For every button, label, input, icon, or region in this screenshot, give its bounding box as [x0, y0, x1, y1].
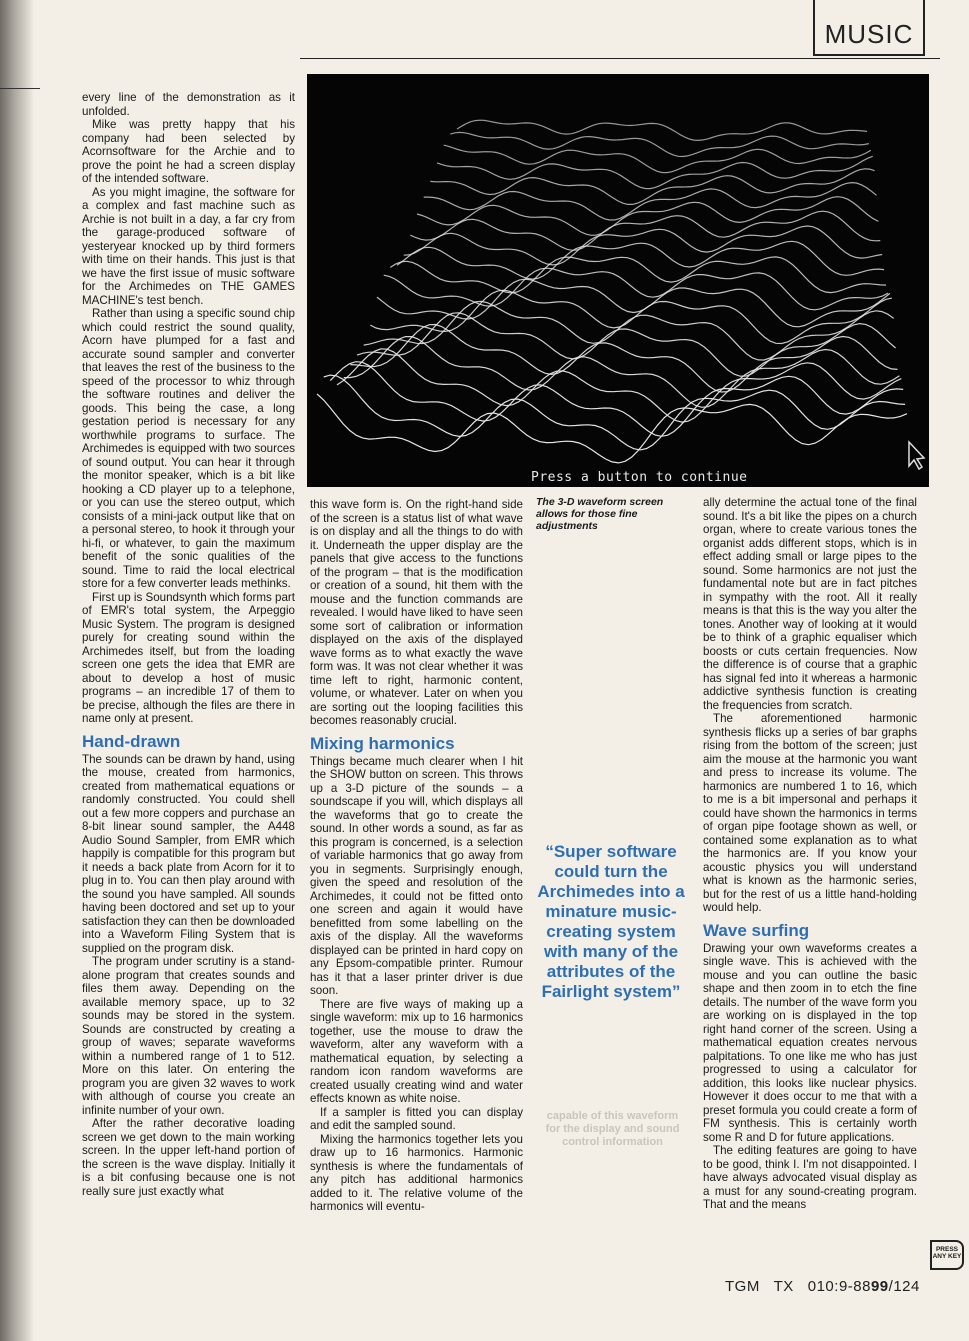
page-binding-shadow — [0, 0, 34, 1341]
paragraph: Drawing your own waveforms creates a single wave. This is achieved with the mouse and you can outline the basic shape and then zoom in to etch the fine details. The number of the wave form you are working on is displayed in the top right hand corner of the screen. Using a mathematical equation creates nervous palpitations. To one like me who has just progressed to using a calculator for addition, this looks like nuclear physics. However it does occur to me that with a preset formula you could create a form of FM synthesis. This is certainly worth some R and D for future applications. — [703, 941, 917, 1144]
pull-quote: “Super software could turn the Archimedes into a minature music-creating system with many of the attributes of the Fairlight system” — [537, 842, 685, 1001]
section-label: MUSIC — [824, 19, 914, 49]
article-column-1 — [82, 91, 295, 1266]
waveform-line — [430, 169, 874, 205]
subheading: Hand-drawn — [82, 731, 181, 751]
waveform-line — [457, 120, 867, 140]
press-any-key-logo — [930, 1240, 964, 1270]
waveform-line — [444, 145, 871, 173]
paragraph: ally determine the actual tone of the final sound. It's a bit like the pipes on a church organ, where to create various tones the organist adds different stops, which is in effect adding small or large pipes to the sound. Some harmonics are not just the fundamental note but are in fact pitches in sympathy with the root. All it really means is that this is the way you alter the tones. Another way of looking at it would be to think of a graphic equaliser which boosts or cuts certain frequencies. Now the difference is of course that a graphic has signal fed into it whereas a harmonic addictive synthesis function is creating the frequencies from scratch. — [703, 496, 917, 712]
waveform-3d-plot — [307, 74, 929, 487]
waveform-line — [350, 325, 897, 393]
press-key-label: PRESS ANY KEY — [932, 1246, 962, 1260]
subheading: Wave surfing — [703, 920, 810, 940]
paragraph: Things became much clearer when I hit the SHOW button on screen. This throws up a 3-D picture of the sounds – a soundscape if you will, which displays all the waveforms that go to create the sound. In other words a sound, as far as this program is concerned, is a selection of variable harmonics that go away from you in segments. Surprisingly enough, given the speed and resolution of the Archimedes, it could not be fitted onto one screen and again it would have benefitted from some labelling on the axis of the display. All the waveforms displayed can be printed in hard copy on any Epsom-compatible printer. Rumour has it that a laser printer driver is due soon. — [310, 754, 523, 997]
subheading: Mixing harmonics — [310, 733, 455, 753]
waveform-line — [450, 132, 869, 156]
paragraph: The sounds can be drawn by hand, using the mouse, created from harmonics, created from mathematical equations or randomly constructed. You could shell out a few more coppers and purchase an 8-bit linear sound sampler, the A448 Audio Sound Sampler, from EMR which happily is compatible for this program but it needs a back plate from Acorn for it to plug in to. You can then play around with the sound you have sampled. All sounds having been doctored and set up to your satisfaction they can then be downloaded into a Waveform Filing System that is supplied on the program disk. — [82, 752, 295, 955]
waveform-line — [404, 226, 883, 265]
page-footer — [725, 1278, 920, 1295]
paragraph: After the rather decorative loading screen we get down to the main working screen. In the upper left-hand portion of the screen is the wave display. Initially it is a bit confusing because one is not really sure just exactly what — [82, 1117, 295, 1198]
footer-magazine: TGM — [725, 1278, 760, 1295]
paragraph: The aforementioned harmonic synthesis flicks up a series of bar graphs rising from the bottom of the screen; just aim the mouse at the harmonic you want and press to increase its volume. The harmonics are numbered 1 to 16, which to me is a bit impersonal and perhaps it could have shown the harmonics in terms of organ pipe footage shown as well, or contained some explanation as to what the harmonics are. If you know your acoustic physics you will understand what is known as the harmonic series, but for the rest of us a little hand-holding would help. — [703, 712, 917, 914]
mouse-pointer-icon — [905, 440, 927, 470]
waveform-line — [384, 268, 888, 310]
paragraph: First up is Soundsynth which forms part of EMR's total system, the Arpeggio Music System. The program is designed purely for creating sound within the Archimedes itself, but from the loading screen one gets the idea that EMR are about to develop a host of music programs – an incredible 17 of them to be precise, although the files are there in name only at present. — [82, 590, 295, 725]
paragraph: If a sampler is fitted you can display and edit the sampled sound. — [310, 1105, 523, 1132]
waveform-line — [344, 337, 900, 408]
binding-rule — [0, 88, 40, 89]
waveform-screenshot — [307, 74, 929, 487]
article-column-3 — [703, 496, 917, 1268]
waveform-line — [337, 349, 901, 422]
waveform-line — [397, 241, 884, 279]
figure-caption: The 3-D waveform screen allows for those fine adjustments — [536, 496, 664, 532]
footer-page-total: /124 — [888, 1278, 920, 1295]
waveform-line — [390, 257, 886, 293]
waveform-line — [317, 394, 907, 463]
paragraph: Rather than using a specific sound chip which could restrict the sound quality, Acorn have plumped for a fast and accurate sound sampler and converter that leaves the rest of the business to the speed of the processor to whiz through the software routines and deliver the goods. This being the case, a long gestation period is necessary for any worthwhile programs to surface. The Archimedes is equipped with two sources of sound output. You can hear it through the monitor speaker, which is a bit like hooking a CD player up to a telephone, or you can use the stereo output, which consists of a mini-jack output like that on a personal stereo, to hook it through your hi-fi, or whatever, to gain the maximum benefit of the sonic qualities of the sound. Time to raid the local electrical store for a few converter leads methinks. — [82, 307, 295, 590]
section-tab — [813, 0, 925, 56]
paragraph: every line of the demonstration as it unfolded. — [82, 91, 295, 118]
paragraph: As you might imagine, the software for a complex and fast machine such as Archie is not built in a day, a far cry from the garage-produced software of yesteryear knocked up by third formers with time on their hands. This just is that we have the first issue of music software for the Archimedes on THE GAMES MACHINE's test bench. — [82, 185, 295, 307]
paragraph: The editing features are going to have to be good, think I. I'm not disappointed. I have always advocated visual display as a must for any sound-creating program. That and the means — [703, 1144, 917, 1211]
footer-page-number: 99 — [870, 1278, 889, 1295]
footer-section: TX — [773, 1278, 794, 1295]
paragraph: Mixing the harmonics together lets you draw up to 16 harmonics. Harmonic synthesis is where the fundamentals of any pitch has additional harmonics added to it. The relative volume of the harmonics will eventu- — [310, 1132, 523, 1213]
paragraph: this wave form is. On the right-hand side of the screen is a status list of what wave is on display and all the things to do with it. Underneath the upper display are the panels that give access to the functions of the program – that is the modification or creation of a sound, hit them with the mouse and the function commands are revealed. I would have liked to have seen some sort of calibration or information displayed on the axis of the displayed wave forms as to what exactly the wave form was. It was not clear whether it was time left to right, harmonic content, volume, or whatever. Later on when you are sorting out the looping facilities this becomes reasonably crucial. — [310, 498, 523, 727]
show-through-text: capable of this waveform for the display and sound control information — [545, 1110, 680, 1148]
waveform-line — [410, 211, 880, 250]
paragraph: Mike was pretty happy that his company had been selected by Acornsoftware for the Archie and to prove the point he had a screen display of the intended software. — [82, 118, 295, 185]
article-column-2 — [310, 498, 523, 1268]
header-rule — [300, 58, 940, 59]
footer-issue: 010:9-88 — [807, 1278, 871, 1295]
screen-prompt-text: Press a button to continue — [531, 470, 748, 485]
paragraph: The program under scrutiny is a stand-alone program that creates sounds and files them away. Depending on the available memory space, up to 32 sounds may be stored in the system. Sounds are constructed by creating a group of waves; separate waveforms within a numbered range of 1 to 512. More on this later. On entering the program you are given 32 waves to work with although of course you create an infinite number of your own. — [82, 955, 295, 1117]
paragraph: There are five ways of making up a single waveform: mix up to 16 harmonics together, use the mouse to draw the waveform, alter any waveform with a mathematical equation, by selecting a random icon random waveforms are created usually creating wind and water effects known as white noise. — [310, 997, 523, 1105]
waveform-line — [324, 375, 905, 450]
